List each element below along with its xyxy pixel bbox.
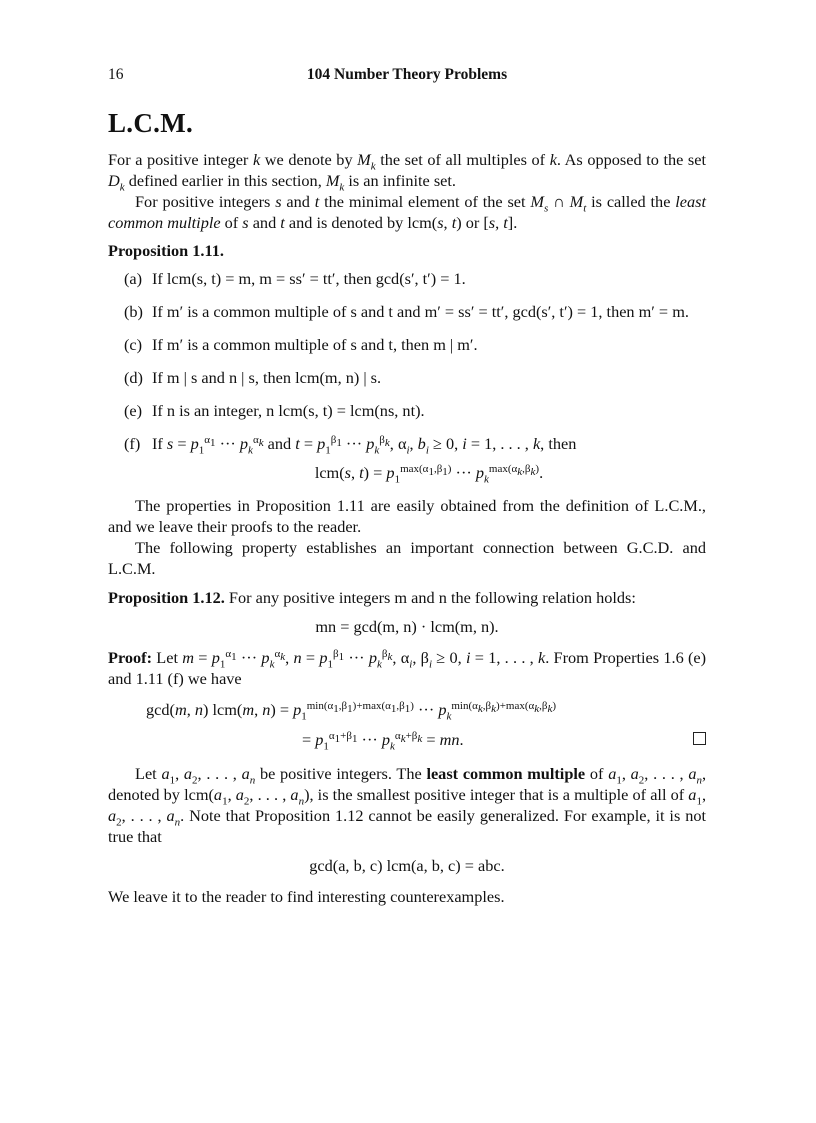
paragraph-general-lcm: Let $a_1$, $a_2$, . . . , $a_n$ be positive integers. The least common multiple of $a_1$, $a_2$, . . . , $a_n$, denoted by $lcm(a_1$, $a_2$, . . . , $a_n$), is the smallest positive integer that is a multiple of all of $a_1$, $a_2$, . . . , $a_n$. Note that Proposition 1.12 cannot be easily generalized. For example, it is not true that (108, 764, 707, 846)
list-item: (c) If m′ is a common multiple of s and t, then m | m′. (124, 335, 478, 354)
paragraph-properties-note: The properties in Proposition 1.11 are easily obtained from the definition of L.C.M., and we leave their proofs to the reader. (108, 496, 706, 536)
proof-label: Proof: (108, 648, 153, 667)
list-item: (d) If m | s and n | s, then lcm(m, n) | s. (124, 368, 382, 387)
list-item: (a) If lcm(s, t) = m, m = ss′ = tt′, then gcd(s′, t′) = 1. (124, 269, 466, 288)
proof-paragraph: Proof: Let $m = p_1^{\alpha_1}$ ··· $p_k^{\alpha_k}$, $n = p_1^{\beta_1}$ ··· $p_k^{\beta_k}$, $\alpha_i$, $\beta_i \ge 0$, i = 1, . . . , k. From Properties 1.6 (e) and 1.11 (f) we have (108, 647, 707, 688)
formula-lcm-exponents: lcm(s, $t) = p_1^{max(\alpha_1,\beta_1)}$ ··· $p_k^{max(\alpha_k,\beta_k)}$. (314, 462, 544, 486)
qed-icon (693, 729, 706, 750)
list-item: (e) If n is an integer, n lcm(s, t) = lcm(ns, nt). (124, 401, 425, 420)
list-item: (f) If $s = p_1^{\alpha_1}$ ··· $p_k^{\alpha_k}$ and $t = p_1^{\beta_1}$ ··· $p_k^{\beta_k}$, $\alpha_i$, $b_i \ge 0$, i = 1, . . . , k, then lcm(s, $t) = p_1^{max(\alpha_1,\beta_1)}$ ··· $p_k^{max(\alpha_k,\beta_k)}$. (108, 433, 706, 483)
book-title: 104 Number Theory Problems (306, 66, 508, 83)
proof-formula (108, 699, 706, 755)
formula-mn-relation: mn = gcd(m, n) · lcm(m, n). (315, 617, 499, 636)
paragraph-closing: We leave it to the reader to find interesting counterexamples. (108, 887, 505, 906)
proposition-1-12-heading: Proposition 1.12. (108, 588, 225, 607)
section-body (108, 149, 706, 907)
list-item: (b) If m′ is a common multiple of s and t and m′ = ss′ = tt′, gcd(s′, t′) = 1, then m′ = m. (124, 302, 689, 321)
page-number: 16 (108, 66, 124, 83)
formula-counterexample: gcd(a, b, c) lcm(a, b, c) = abc. (309, 856, 505, 875)
proof-formula-line-2: = $p_1^{\alpha_1+\beta_1}$ ··· $p_k^{\alpha_k+\beta_k}$ = mn. (302, 729, 464, 753)
paragraph-definition-mk: For a positive integer k we denote by $M_k$ the set of all multiples of k. As opposed to the set $D_k$ defined earlier in this section, $M_k$ is an infinite set. (108, 150, 707, 194)
proposition-1-11-heading: Proposition 1.11. (108, 241, 224, 260)
proposition-1-11-list (108, 268, 706, 486)
paragraph-definition-lcm: For positive integers s and t the minimal element of the set $M_s$ ∩ $M_t$ is called the least common multiple of s and t and is denoted by lcm(s, t) or [s, t]. (108, 192, 707, 232)
paragraph-gcd-lcm-connection: The following property establishes an important connection between G.C.D. and L.C.M. (108, 538, 706, 578)
section-title: L.C.M. (108, 108, 194, 138)
proposition-1-12: Proposition 1.12. For any positive integers m and n the following relation holds: (108, 588, 636, 607)
running-head (108, 66, 706, 86)
proof-formula-line-1: gcd(m, n) lcm(m, $n) = p_1^{min(\alpha_1,\beta_1)+max(\alpha_1,\beta_1)}$ ··· $p_k^{min(\alpha_k,\beta_k)+max(\alpha_k,\beta_k)}$ (146, 699, 557, 723)
